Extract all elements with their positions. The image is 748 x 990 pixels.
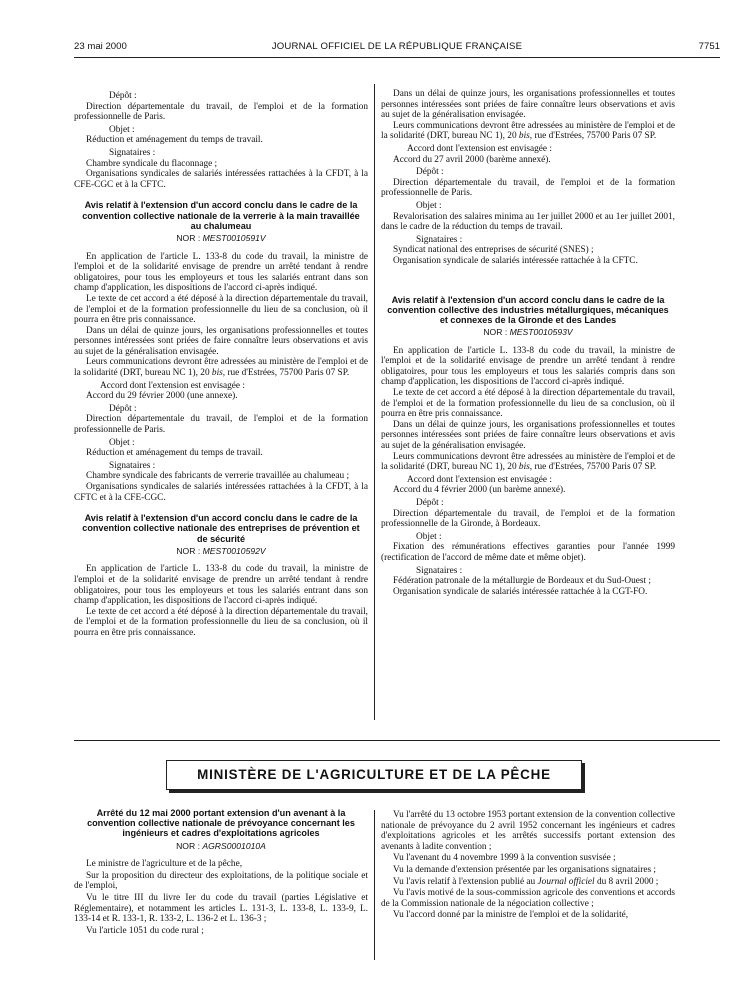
arrete-title: Arrêté du 12 mai 2000 portant extension d'un avenant à la convention collective nationale de prévoyance concernant les ingénieurs et cadres d'exploitations agricoles <box>87 808 355 839</box>
signataire-text: Organisation syndicale de salariés intéressée rattachée à la CGT-FO. <box>393 586 648 597</box>
bis-text: bis, <box>518 131 533 142</box>
signataire-text: Organisations syndicales de salariés intéressées rattachées à la CFDT, à la CFE-CGC et à la CFTC. <box>74 169 368 190</box>
label-depot: Dépôt : <box>109 91 137 101</box>
label-signataires: Signataires : <box>109 147 156 158</box>
paragraph: En application de l'article L. 133-8 du code du travail, la ministre de l'emploi et de la solidarité envisage de prendre un arrêté tendant à rendre obligatoires, pour tous les employeurs et tous les salariés entrant dans son champ d'application, les dispositions de l'accord ci-après indiqué. <box>74 564 368 607</box>
arrete-left-column <box>74 806 368 936</box>
depot-text: Direction départementale du travail, de l'emploi et de la formation professionnelle de la Gironde, à Bordeaux. <box>381 508 675 530</box>
objet-text: Réduction et aménagement du temps de travail. <box>86 135 263 146</box>
paragraph: Vu le titre III du livre Ier du code du travail (parties Législative et Réglementaire), et notamment les articles L. 131-3, L. 133-8, L. 133-9, L. 133-14 et R. 133-1, R. 133-2, L. 136-2 et L. 136-3 ; <box>74 892 368 925</box>
nor-label: NOR : <box>176 840 200 851</box>
nor-code: MEST0010592V <box>202 545 266 556</box>
paragraph-text: Leurs communications devront être adressées au ministère de l'emploi et de la solidarité (DRT, bureau NC 1), 20 <box>381 120 675 142</box>
header-rule <box>74 57 720 58</box>
label-signataires: Signataires : <box>416 234 463 245</box>
signataire-text: Organisation syndicale de salariés intéressée rattachée à la CFTC. <box>393 255 638 266</box>
arrete-right-column <box>381 810 675 921</box>
signataire-text: Fédération patronale de la métallurgie de Bordeaux et du Sud-Ouest ; <box>393 576 651 587</box>
signataire-text: Syndicat national des entreprises de sécurité (SNES) ; <box>393 245 594 256</box>
depot-text: Direction départementale du travail, de l'emploi et de la formation professionnelle de Paris. <box>381 177 675 199</box>
nor-code: MEST0010593V <box>509 327 573 338</box>
paragraph: Dans un délai de quinze jours, les organisations professionnelles et toutes personnes intéressées sont priées de faire connaître leurs observations et avis au sujet de la généralisation envisagée. <box>74 325 368 357</box>
accord-text: Accord du 4 février 2000 (un barème annexé). <box>393 485 566 496</box>
signataire-text: Chambre syndicale des fabricants de verrerie travaillée au chalumeau ; <box>86 471 350 482</box>
nor-reference <box>381 327 675 338</box>
objet-text: Réduction et aménagement du temps de travail. <box>86 448 263 459</box>
accord-text: Accord du 29 février 2000 (une annexe). <box>86 391 238 402</box>
depot-text: Direction départementale du travail, de l'emploi et de la formation professionnelle de Paris. <box>74 101 368 123</box>
label-objet: Objet : <box>109 437 135 448</box>
paragraph: Vu l'article 1051 du code rural ; <box>86 925 204 936</box>
avis-title: Avis relatif à l'extension d'un accord conclu dans le cadre de la convention collective des industries métallurgiques, mécaniques et connexes de la Gironde et des Landes <box>387 294 669 325</box>
paragraph-text: du 8 avril 2000 ; <box>596 876 659 887</box>
header-date: 23 mai 2000 <box>74 41 127 52</box>
paragraph-text: rue d'Estrées, 75700 Paris 07 SP. <box>534 462 657 473</box>
label-signataires: Signataires : <box>416 565 463 576</box>
ministry-banner: MINISTÈRE DE L'AGRICULTURE ET DE LA PÊCHE <box>166 760 582 790</box>
label-objet: Objet : <box>109 124 135 135</box>
nor-reference <box>74 233 368 244</box>
label-signataires: Signataires : <box>109 460 156 471</box>
paragraph-text: rue d'Estrées, 75700 Paris 07 SP. <box>227 368 350 379</box>
nor-label: NOR : <box>176 232 201 243</box>
right-column <box>381 89 675 597</box>
paragraph <box>381 452 675 473</box>
paragraph <box>381 121 675 142</box>
label-objet: Objet : <box>416 200 442 211</box>
paragraph <box>381 877 675 888</box>
paragraph <box>74 357 368 378</box>
label-objet: Objet : <box>416 531 442 542</box>
journal-officiel-text: Journal officiel <box>537 876 595 887</box>
signataire-text: Chambre syndicale du flaconnage ; <box>86 158 218 169</box>
paragraph: Vu la demande d'extension présentée par les organisations signataires ; <box>393 864 656 875</box>
paragraph: Dans un délai de quinze jours, les organisations professionnelles et toutes personnes intéressées sont priées de faire connaître leurs observations et avis au sujet de la généralisation envisagée. <box>381 89 675 121</box>
bis-text: bis, <box>211 368 226 379</box>
paragraph: Vu l'avenant du 4 novembre 1999 à la convention susvisée ; <box>393 853 616 864</box>
paragraph: En application de l'article L. 133-8 du code du travail, la ministre de l'emploi et de la solidarité envisage de prendre un arrêté tendant à rendre obligatoires, pour tous les employeurs et tous les salariés compris dans son champ d'application, les dispositions de l'accord ci-après indiqué. <box>381 345 675 388</box>
signataire-text: Organisations syndicales de salariés intéressées rattachées à la CFDT, à la CFTC et à la CFE-CGC. <box>74 482 368 503</box>
left-column <box>74 89 368 639</box>
paragraph: Le texte de cet accord a été déposé à la direction départementale du travail, de l'emploi et de la formation professionnelle du lieu de sa conclusion, où il pourra en être pris connaissance. <box>74 293 368 326</box>
header-page-number: 7751 <box>698 41 720 52</box>
label-accord: Accord dont l'extension est envisagée : <box>407 143 552 154</box>
nor-label: NOR : <box>176 545 201 556</box>
accord-text: Accord du 27 avril 2000 (barème annexé). <box>393 154 551 165</box>
label-accord: Accord dont l'extension est envisagée : <box>100 380 245 391</box>
paragraph: Vu l'accord donné par la ministre de l'emploi et de la solidarité, <box>393 910 629 921</box>
objet-text: Revalorisation des salaires minima au 1er juillet 2000 et au 1er juillet 2001, dans le cadre de la réduction du temps de travail. <box>381 211 675 233</box>
paragraph: Vu l'arrêté du 13 octobre 1953 portant extension de la convention collective nationale de prévoyance du 2 avril 1952 concernant les ingénieurs et cadres d'exploitations agricoles et les arrêtés successifs portant extension des avenants à ladite convention ; <box>381 810 675 852</box>
label-depot: Dépôt : <box>416 498 444 509</box>
nor-code: AGRS0001010A <box>202 840 266 851</box>
nor-code: MEST0010591V <box>202 232 266 243</box>
nor-reference <box>74 546 368 557</box>
paragraph-text: Vu l'avis relatif à l'extension publié au <box>393 876 536 887</box>
column-separator <box>374 84 375 720</box>
objet-text: Fixation des rémunérations effectives garanties pour l'année 1999 (rectification de l'accord de même date et même objet). <box>381 542 675 563</box>
paragraph-text: Leurs communications devront être adressées au ministère de l'emploi et de la solidarité (DRT, bureau NC 1), 20 <box>381 451 675 473</box>
section-rule <box>74 740 720 741</box>
label-depot: Dépôt : <box>416 167 444 178</box>
avis-title: Avis relatif à l'extension d'un accord conclu dans le cadre de la convention collective nationale de la verrerie à la main travaillée au chalumeau <box>82 200 360 231</box>
label-depot: Dépôt : <box>109 403 137 414</box>
paragraph: Le texte de cet accord a été déposé à la direction départementale du travail, de l'emploi et de la formation professionnelle du lieu de sa conclusion, où il pourra en être pris connaissance. <box>74 606 368 638</box>
paragraph: Dans un délai de quinze jours, les organisations professionnelles et toutes personnes intéressées sont priées de faire connaître leurs observations et avis au sujet de la généralisation envisagée. <box>381 419 675 452</box>
column-separator <box>374 810 375 960</box>
paragraph: Sur la proposition du directeur des exploitations, de la politique sociale et de l'emploi, <box>74 870 368 892</box>
label-accord: Accord dont l'extension est envisagée : <box>407 474 552 485</box>
bis-text: bis, <box>518 462 533 473</box>
paragraph: En application de l'article L. 133-8 du code du travail, la ministre de l'emploi et de la solidarité envisage de prendre un arrêté tendant à rendre obligatoires, pour tous les employeurs et tous les salariés entrant dans son champ d'application, les dispositions de l'accord ci-après indiqué. <box>74 251 368 294</box>
paragraph-text: rue d'Estrées, 75700 Paris 07 SP. <box>534 131 657 142</box>
avis-title: Avis relatif à l'extension d'un accord conclu dans le cadre de la convention collective nationale des entreprises de prévention et de sécurité <box>82 513 360 544</box>
nor-reference <box>74 841 368 852</box>
paragraph-text: Leurs communications devront être adressées au ministère de l'emploi et de la solidarité (DRT, bureau NC 1), 20 <box>74 357 368 379</box>
paragraph: Vu l'avis motivé de la sous-commission agricole des conventions et accords de la Commission nationale de la négociation collective ; <box>381 888 675 909</box>
depot-text: Direction départementale du travail, de l'emploi et de la formation professionnelle de Paris. <box>74 414 368 436</box>
paragraph: Le texte de cet accord a été déposé à la direction départementale du travail, de l'emploi et de la formation professionnelle du lieu de sa conclusion, où il pourra en être pris connaissance. <box>381 388 675 420</box>
nor-label: NOR : <box>483 327 508 338</box>
paragraph: Le ministre de l'agriculture et de la pêche, <box>86 859 243 870</box>
header-title: JOURNAL OFFICIEL DE LA RÉPUBLIQUE FRANÇAISE <box>271 41 523 52</box>
page-header <box>74 41 720 55</box>
